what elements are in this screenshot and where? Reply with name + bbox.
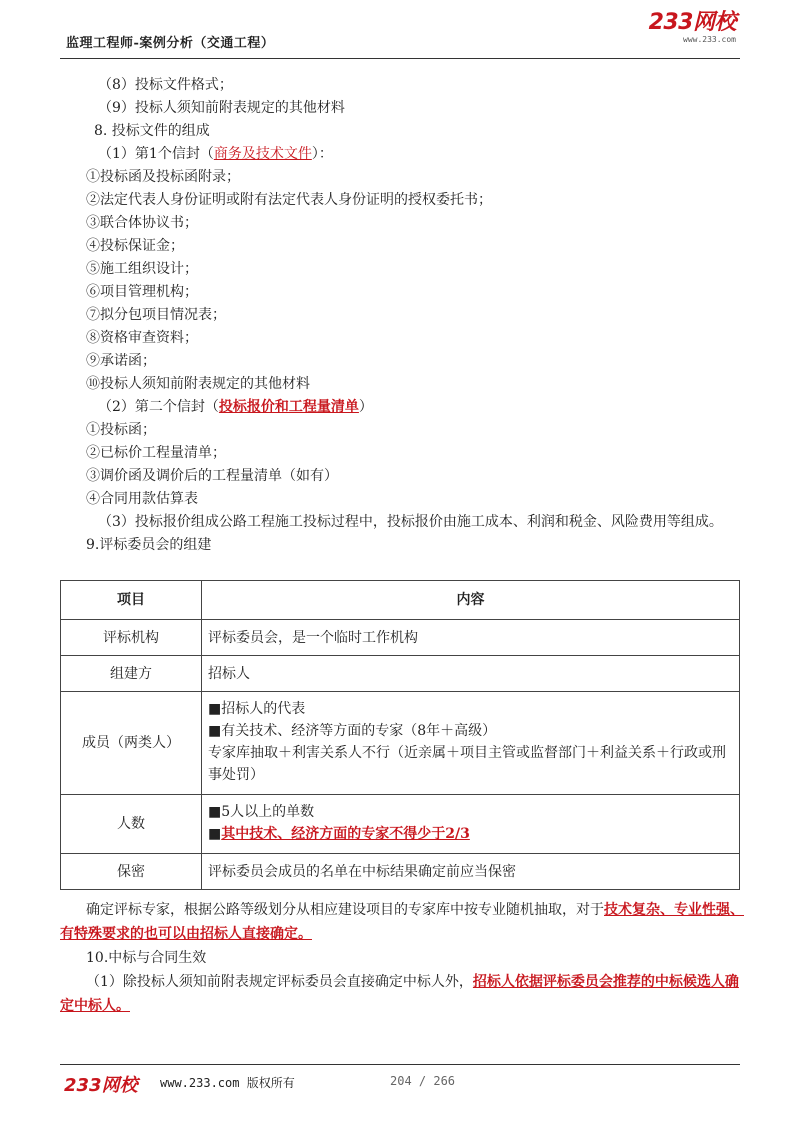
list-item: ③联合体协议书；	[86, 215, 198, 231]
list-item: ⑧资格审查资料；	[86, 330, 198, 346]
table-row	[61, 692, 740, 795]
row-value	[202, 795, 740, 854]
post-table-text	[60, 898, 750, 1018]
text-span: 确定评标专家，根据公路等级划分从相应建设项目的专家库中按专业随机抽取，对于	[86, 902, 604, 918]
table-row	[61, 795, 740, 854]
cell-line: ■有关技术、经济等方面的专家（8年＋高级）	[208, 723, 497, 739]
table-header-row	[61, 581, 740, 620]
section-heading: 9.评标委员会的组建	[86, 537, 212, 553]
bullet-mark: ■	[208, 826, 222, 842]
paragraph	[60, 970, 750, 1018]
table-header-cell: 项目	[61, 581, 202, 620]
list-item: ⑤施工组织设计；	[86, 261, 198, 277]
page-header	[60, 0, 740, 59]
row-label: 成员（两类人）	[61, 692, 202, 795]
logo-url: www.233.com	[683, 35, 736, 44]
row-value: 评标委员会，是一个临时工作机构	[202, 620, 740, 656]
footer-logo: 233网校	[64, 1075, 138, 1096]
list-item: ①投标函及投标函附录；	[86, 169, 240, 185]
logo-text: 233网校	[648, 10, 736, 35]
footer-site	[160, 1074, 295, 1091]
highlight-text: 招标人依据评标委员会推荐的中标候选人确定中标人。	[60, 974, 739, 1014]
list-item: ⑦拟分包项目情况表；	[86, 307, 226, 323]
list-item: ③调价函及调价后的工程量清单（如有）	[86, 468, 338, 484]
list-item: ②已标价工程量清单；	[86, 445, 226, 461]
evaluation-committee-table	[60, 580, 740, 890]
list-item: ②法定代表人身份证明或附有法定代表人身份证明的授权委托书；	[86, 192, 492, 208]
row-label: 组建方	[61, 656, 202, 692]
highlight-text: 其中技术、经济方面的专家不得少于2/3	[221, 826, 470, 842]
page-number: 204 / 266	[390, 1074, 456, 1088]
cell-line: 专家库抽取＋利害关系人不行（近亲属＋项目主管或监督部门＋利益关系＋行政或刑事处罚）	[208, 745, 726, 783]
table-header-cell: 内容	[202, 581, 740, 620]
text-span: （1）除投标人须知前附表规定评标委员会直接确定中标人外，	[86, 974, 473, 990]
table-row	[61, 854, 740, 890]
text-span: ）	[358, 399, 373, 415]
list-item: （9）投标人须知前附表规定的其他材料	[98, 100, 345, 116]
row-value	[202, 692, 740, 795]
section-heading: 10.中标与合同生效	[86, 950, 207, 966]
document-title: 监理工程师-案例分析（交通工程）	[66, 36, 275, 51]
row-value: 招标人	[202, 656, 740, 692]
paragraph	[60, 898, 750, 946]
highlight-text: 投标报价和工程量清单	[218, 399, 359, 415]
text-span: （2）第二个信封（	[98, 399, 219, 415]
list-item: ④合同用款估算表	[86, 491, 198, 507]
list-item: ①投标函；	[86, 422, 156, 438]
cell-line	[208, 823, 733, 845]
list-item: ⑩投标人须知前附表规定的其他材料	[86, 376, 310, 392]
list-item: ⑥项目管理机构；	[86, 284, 198, 300]
list-item: ⑨承诺函；	[86, 353, 156, 369]
section-heading: 8. 投标文件的组成	[94, 123, 210, 139]
paragraph: （3）投标报价组成公路工程施工投标过程中，投标报价由施工成本、利润和税金、风险费用等组成。	[98, 514, 723, 530]
brand-logo	[649, 12, 736, 44]
cell-line: ■招标人的代表	[208, 701, 306, 717]
page-footer	[60, 1064, 740, 1095]
row-label: 人数	[61, 795, 202, 854]
row-label: 评标机构	[61, 620, 202, 656]
row-value: 评标委员会成员的名单在中标结果确定前应当保密	[202, 854, 740, 890]
table-row	[61, 620, 740, 656]
list-item: ④投标保证金；	[86, 238, 184, 254]
text-span: （1）第1个信封（	[98, 146, 214, 162]
envelope-1-heading	[86, 143, 746, 166]
table-row	[61, 656, 740, 692]
copyright-text: 版权所有	[246, 1076, 295, 1090]
highlight-text: 商务及技术文件	[213, 146, 312, 162]
site-url: www.233.com	[160, 1076, 240, 1090]
text-span: ）：	[311, 146, 333, 162]
body-text	[86, 74, 746, 557]
row-label: 保密	[61, 854, 202, 890]
list-item: （8）投标文件格式；	[98, 77, 233, 93]
cell-line: ■5人以上的单数	[208, 804, 315, 820]
envelope-2-heading	[86, 396, 746, 419]
highlight-text: 技术复杂、专业性强、有特殊要求的也可以由招标人直接确定。	[60, 902, 744, 942]
